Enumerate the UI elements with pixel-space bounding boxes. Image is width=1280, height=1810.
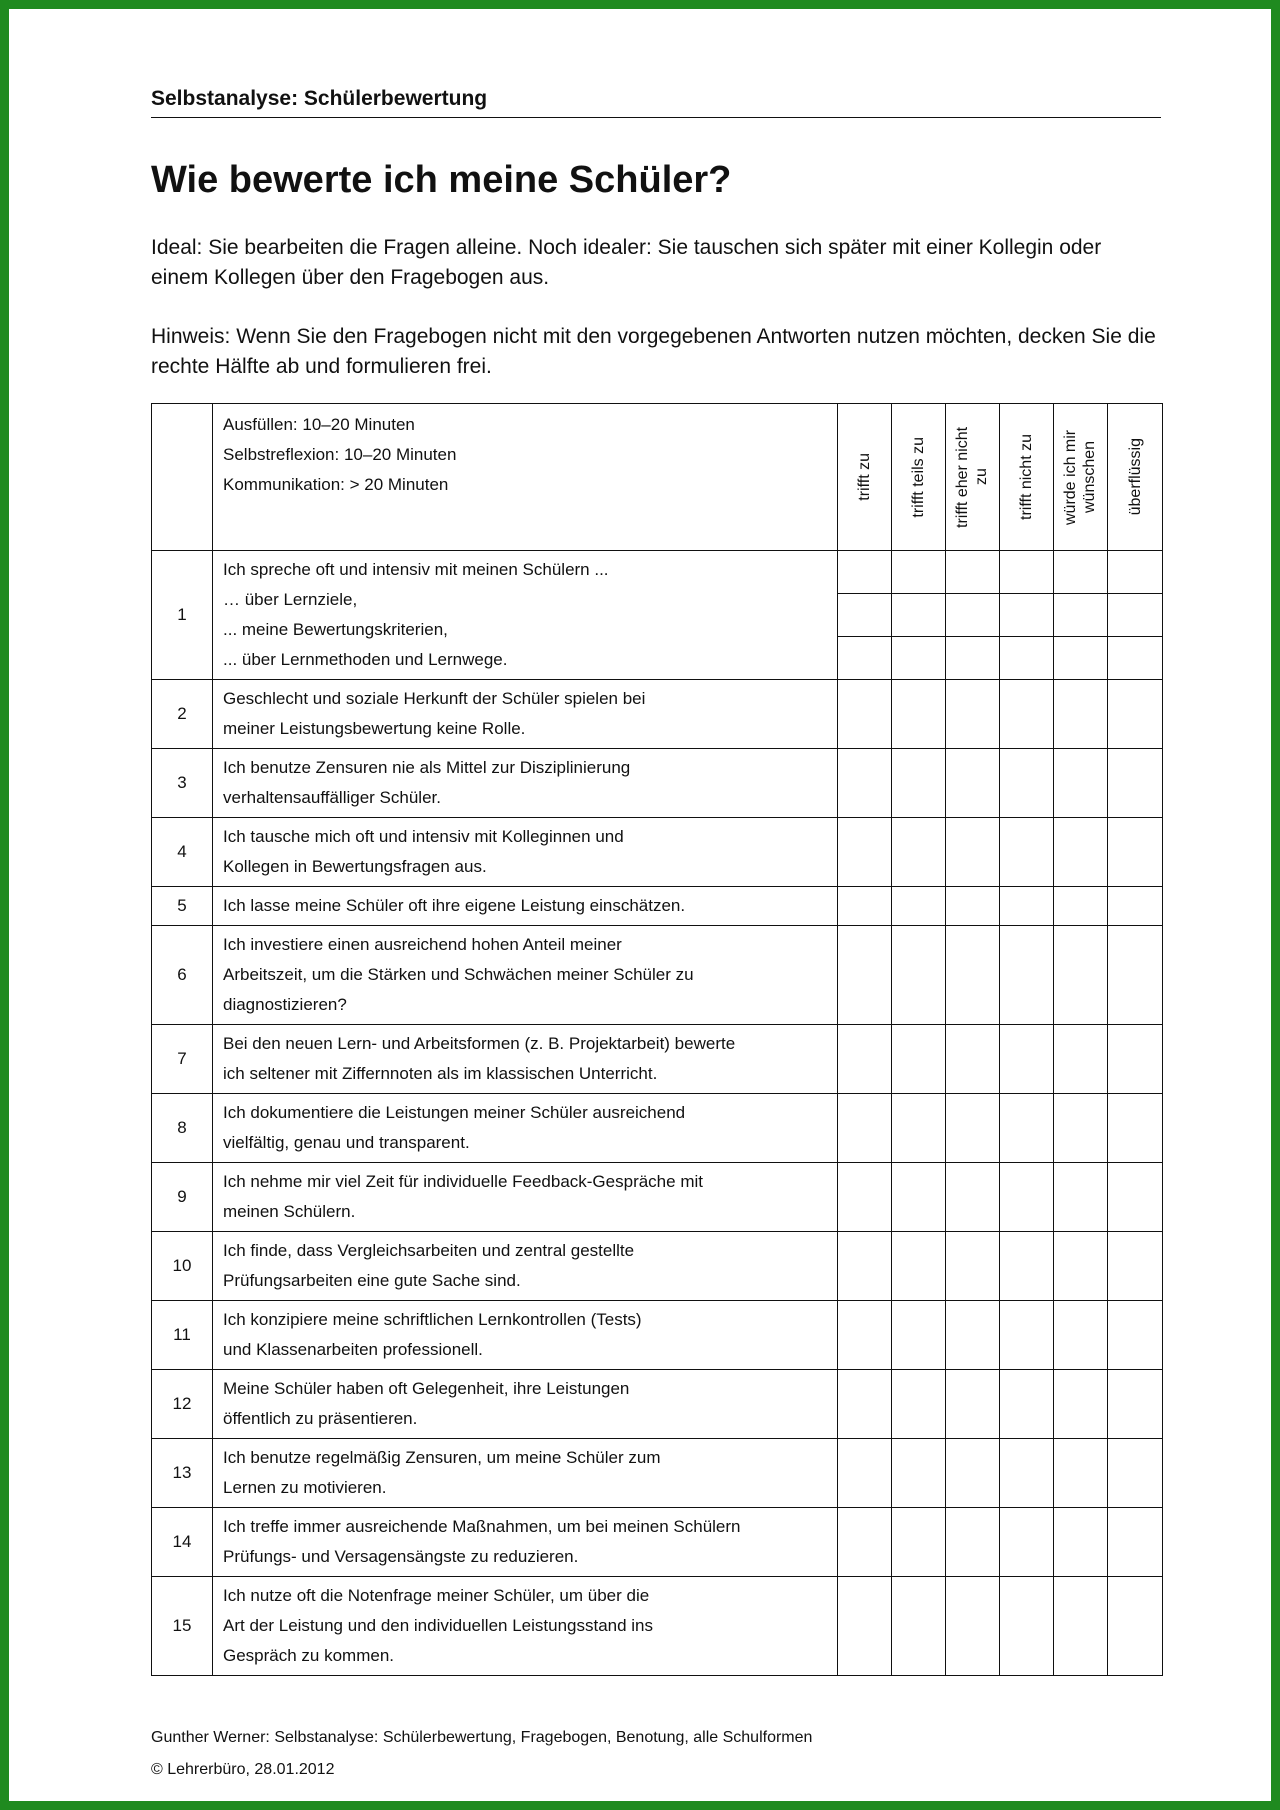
answer-checkbox[interactable] bbox=[1108, 1232, 1163, 1301]
answer-checkbox[interactable] bbox=[1108, 551, 1163, 594]
statement-line: vielfältig, genau und transparent. bbox=[223, 1133, 470, 1152]
answer-checkbox[interactable] bbox=[1000, 1439, 1054, 1508]
table-row bbox=[152, 1301, 1163, 1370]
answer-checkbox[interactable] bbox=[892, 1301, 946, 1370]
statement-cell bbox=[213, 1508, 838, 1577]
column-header-trifft-nicht-zu: trifft nicht zu bbox=[1000, 404, 1054, 551]
statement-cell bbox=[213, 1094, 838, 1163]
row-number: 12 bbox=[152, 1370, 213, 1439]
footer-copyright: © Lehrerbüro, 28.01.2012 bbox=[151, 1761, 335, 1778]
column-header-wuerde-ich-mir-wuenschen: würde ich mir wünschen bbox=[1054, 404, 1108, 551]
time-info-cell bbox=[213, 404, 838, 551]
statement-line: ... über Lernmethoden und Lernwege. bbox=[223, 650, 508, 669]
answer-checkbox[interactable] bbox=[892, 1163, 946, 1232]
answer-checkbox[interactable] bbox=[892, 1370, 946, 1439]
answer-checkbox[interactable] bbox=[1108, 1370, 1163, 1439]
column-header-trifft-zu: trifft zu bbox=[838, 404, 892, 551]
answer-checkbox[interactable] bbox=[838, 1577, 892, 1676]
answer-checkbox[interactable] bbox=[892, 818, 946, 887]
statement-line: Ich finde, dass Vergleichsarbeiten und zentral gestellte bbox=[223, 1241, 635, 1260]
answer-checkbox[interactable] bbox=[838, 637, 892, 680]
answer-checkbox[interactable] bbox=[838, 749, 892, 818]
answer-checkbox[interactable] bbox=[1054, 594, 1108, 637]
table-header-row bbox=[152, 404, 1163, 551]
column-header-trifft-eher-nicht-zu: trifft eher nicht zu bbox=[946, 404, 1000, 551]
answer-checkbox[interactable] bbox=[1000, 1577, 1054, 1676]
answer-checkbox[interactable] bbox=[838, 926, 892, 1025]
answer-checkbox[interactable] bbox=[1000, 1301, 1054, 1370]
answer-checkbox[interactable] bbox=[1108, 1577, 1163, 1676]
answer-checkbox[interactable] bbox=[892, 887, 946, 926]
statement-line: Ich nutze oft die Notenfrage meiner Schüler, um über die bbox=[223, 1586, 650, 1605]
table-row bbox=[152, 749, 1163, 818]
statement-cell bbox=[213, 818, 838, 887]
answer-checkbox[interactable] bbox=[1000, 551, 1054, 594]
answer-checkbox[interactable] bbox=[1054, 1163, 1108, 1232]
answer-checkbox[interactable] bbox=[946, 749, 1000, 818]
statement-line: öffentlich zu präsentieren. bbox=[223, 1409, 418, 1428]
statement-line: Geschlecht und soziale Herkunft der Schüler spielen bei bbox=[223, 689, 646, 708]
answer-checkbox[interactable] bbox=[838, 1025, 892, 1094]
answer-checkbox[interactable] bbox=[946, 1439, 1000, 1508]
info-fill-time: Ausfüllen: 10–20 Minuten bbox=[223, 415, 415, 434]
answer-checkbox[interactable] bbox=[1054, 680, 1108, 749]
statement-line: verhaltensauffälliger Schüler. bbox=[223, 788, 441, 807]
answer-checkbox[interactable] bbox=[1000, 1025, 1054, 1094]
statement-line: Kollegen in Bewertungsfragen aus. bbox=[223, 857, 487, 876]
answer-checkbox[interactable] bbox=[946, 1094, 1000, 1163]
table-row bbox=[152, 551, 1163, 594]
answer-checkbox[interactable] bbox=[946, 1301, 1000, 1370]
answer-checkbox[interactable] bbox=[946, 1508, 1000, 1577]
statement-line: Ich treffe immer ausreichende Maßnahmen, um bei meinen Schülern bbox=[223, 1517, 741, 1536]
section-header: Selbstanalyse: Schülerbewertung bbox=[151, 87, 1161, 118]
answer-checkbox[interactable] bbox=[1000, 594, 1054, 637]
answer-checkbox[interactable] bbox=[1108, 680, 1163, 749]
answer-checkbox[interactable] bbox=[946, 637, 1000, 680]
answer-checkbox[interactable] bbox=[1054, 926, 1108, 1025]
statement-cell bbox=[213, 749, 838, 818]
row-number: 14 bbox=[152, 1508, 213, 1577]
statement-cell bbox=[213, 1232, 838, 1301]
row-number: 11 bbox=[152, 1301, 213, 1370]
row-number: 7 bbox=[152, 1025, 213, 1094]
column-header-ueberfluessig: überflüssig bbox=[1108, 404, 1163, 551]
info-reflection-time: Selbstreflexion: 10–20 Minuten bbox=[223, 445, 457, 464]
answer-checkbox[interactable] bbox=[1108, 1094, 1163, 1163]
answer-checkbox[interactable] bbox=[892, 1094, 946, 1163]
table-row bbox=[152, 818, 1163, 887]
statement-line: meiner Leistungsbewertung keine Rolle. bbox=[223, 719, 526, 738]
answer-checkbox[interactable] bbox=[1054, 1370, 1108, 1439]
statement-line: Ich tausche mich oft und intensiv mit Kolleginnen und bbox=[223, 827, 624, 846]
statement-line: Lernen zu motivieren. bbox=[223, 1478, 387, 1497]
answer-checkbox[interactable] bbox=[1000, 1370, 1054, 1439]
answer-checkbox[interactable] bbox=[1054, 887, 1108, 926]
answer-checkbox[interactable] bbox=[892, 637, 946, 680]
answer-checkbox[interactable] bbox=[1108, 1025, 1163, 1094]
answer-checkbox[interactable] bbox=[1000, 818, 1054, 887]
table-row bbox=[152, 926, 1163, 1025]
answer-checkbox[interactable] bbox=[1054, 1508, 1108, 1577]
row-number: 15 bbox=[152, 1577, 213, 1676]
statement-line: … über Lernziele, bbox=[223, 590, 358, 609]
statement-line: meinen Schülern. bbox=[223, 1202, 356, 1221]
answer-checkbox[interactable] bbox=[1000, 1508, 1054, 1577]
table-row bbox=[152, 1370, 1163, 1439]
statement-cell bbox=[213, 1577, 838, 1676]
answer-checkbox[interactable] bbox=[1108, 594, 1163, 637]
answer-checkbox[interactable] bbox=[1108, 1439, 1163, 1508]
row-number: 13 bbox=[152, 1439, 213, 1508]
table-row bbox=[152, 1232, 1163, 1301]
info-communication-time: Kommunikation: > 20 Minuten bbox=[223, 475, 449, 494]
answer-checkbox[interactable] bbox=[946, 1232, 1000, 1301]
intro-paragraph: Ideal: Sie bearbeiten die Fragen alleine. Noch idealer: Sie tauschen sich später mit einer Kollegin oder einem Kollegen über den Fragebogen aus. bbox=[151, 236, 1102, 289]
column-header-trifft-teils-zu: trifft teils zu bbox=[892, 404, 946, 551]
answer-checkbox[interactable] bbox=[946, 680, 1000, 749]
answer-checkbox[interactable] bbox=[838, 1232, 892, 1301]
answer-checkbox[interactable] bbox=[1108, 926, 1163, 1025]
table-row bbox=[152, 680, 1163, 749]
answer-checkbox[interactable] bbox=[946, 1370, 1000, 1439]
answer-checkbox[interactable] bbox=[946, 887, 1000, 926]
statement-cell bbox=[213, 887, 838, 926]
row-number: 5 bbox=[152, 887, 213, 926]
questionnaire-table bbox=[151, 403, 1163, 1676]
statement-cell bbox=[213, 1301, 838, 1370]
answer-checkbox[interactable] bbox=[838, 818, 892, 887]
statement-line: Art der Leistung und den individuellen Leistungsstand ins bbox=[223, 1616, 654, 1635]
statement-line: und Klassenarbeiten professionell. bbox=[223, 1340, 483, 1359]
answer-checkbox[interactable] bbox=[838, 1163, 892, 1232]
row-number: 8 bbox=[152, 1094, 213, 1163]
number-header-cell bbox=[152, 404, 213, 551]
statement-line: Prüfungs- und Versagensängste zu reduzieren. bbox=[223, 1547, 579, 1566]
answer-checkbox[interactable] bbox=[1108, 887, 1163, 926]
statement-line: Ich benutze Zensuren nie als Mittel zur Disziplinierung bbox=[223, 758, 631, 777]
answer-checkbox[interactable] bbox=[892, 594, 946, 637]
answer-checkbox[interactable] bbox=[946, 926, 1000, 1025]
statement-cell bbox=[213, 551, 838, 680]
table-row bbox=[152, 1439, 1163, 1508]
statement-line: ich seltener mit Ziffernnoten als im klassischen Unterricht. bbox=[223, 1064, 658, 1083]
statement-line: Meine Schüler haben oft Gelegenheit, ihre Leistungen bbox=[223, 1379, 630, 1398]
hint-paragraph: Hinweis: Wenn Sie den Fragebogen nicht mit den vorgegebenen Antworten nutzen möchten, decken Sie die rechte Hälfte ab und formulieren frei. bbox=[151, 325, 1156, 378]
answer-checkbox[interactable] bbox=[892, 749, 946, 818]
answer-checkbox[interactable] bbox=[892, 551, 946, 594]
answer-checkbox[interactable] bbox=[946, 1163, 1000, 1232]
row-number: 2 bbox=[152, 680, 213, 749]
answer-checkbox[interactable] bbox=[1054, 1301, 1108, 1370]
answer-checkbox[interactable] bbox=[1000, 637, 1054, 680]
answer-checkbox[interactable] bbox=[838, 551, 892, 594]
answer-checkbox[interactable] bbox=[946, 818, 1000, 887]
answer-checkbox[interactable] bbox=[1054, 1439, 1108, 1508]
statement-line: Ich benutze regelmäßig Zensuren, um meine Schüler zum bbox=[223, 1448, 661, 1467]
statement-line: diagnostizieren? bbox=[223, 995, 347, 1014]
answer-checkbox[interactable] bbox=[946, 551, 1000, 594]
footer-source: Gunther Werner: Selbstanalyse: Schülerbewertung, Fragebogen, Benotung, alle Schulformen bbox=[151, 1729, 813, 1746]
answer-checkbox[interactable] bbox=[838, 1301, 892, 1370]
row-number: 4 bbox=[152, 818, 213, 887]
answer-checkbox[interactable] bbox=[1054, 1094, 1108, 1163]
table-row bbox=[152, 1508, 1163, 1577]
statement-cell bbox=[213, 1163, 838, 1232]
answer-checkbox[interactable] bbox=[838, 1508, 892, 1577]
answer-checkbox[interactable] bbox=[1000, 749, 1054, 818]
statement-line: Ich spreche oft und intensiv mit meinen Schülern ... bbox=[223, 560, 609, 579]
answer-checkbox[interactable] bbox=[1108, 1301, 1163, 1370]
answer-checkbox[interactable] bbox=[1108, 637, 1163, 680]
answer-checkbox[interactable] bbox=[892, 1508, 946, 1577]
statement-line: Bei den neuen Lern- und Arbeitsformen (z. B. Projektarbeit) bewerte bbox=[223, 1034, 736, 1053]
statement-line: Ich lasse meine Schüler oft ihre eigene Leistung einschätzen. bbox=[223, 896, 686, 915]
answer-checkbox[interactable] bbox=[1054, 1577, 1108, 1676]
answer-checkbox[interactable] bbox=[1000, 1163, 1054, 1232]
answer-checkbox[interactable] bbox=[1000, 1232, 1054, 1301]
answer-checkbox[interactable] bbox=[1054, 1232, 1108, 1301]
statement-line: ... meine Bewertungskriterien, bbox=[223, 620, 448, 639]
answer-checkbox[interactable] bbox=[838, 1439, 892, 1508]
statement-cell bbox=[213, 680, 838, 749]
row-number: 1 bbox=[152, 551, 213, 680]
statement-line: Gespräch zu kommen. bbox=[223, 1646, 395, 1665]
statement-line: Arbeitszeit, um die Stärken und Schwächen meiner Schüler zu bbox=[223, 965, 694, 984]
row-number: 3 bbox=[152, 749, 213, 818]
table-row bbox=[152, 1163, 1163, 1232]
answer-checkbox[interactable] bbox=[946, 1025, 1000, 1094]
answer-checkbox[interactable] bbox=[1108, 1508, 1163, 1577]
answer-checkbox[interactable] bbox=[838, 1094, 892, 1163]
statement-line: Prüfungsarbeiten eine gute Sache sind. bbox=[223, 1271, 521, 1290]
statement-cell bbox=[213, 926, 838, 1025]
answer-checkbox[interactable] bbox=[1108, 749, 1163, 818]
answer-checkbox[interactable] bbox=[838, 594, 892, 637]
answer-checkbox[interactable] bbox=[1054, 1025, 1108, 1094]
table-row bbox=[152, 887, 1163, 926]
row-number: 9 bbox=[152, 1163, 213, 1232]
statement-line: Ich nehme mir viel Zeit für individuelle Feedback-Gespräche mit bbox=[223, 1172, 703, 1191]
answer-checkbox[interactable] bbox=[1108, 818, 1163, 887]
statement-cell bbox=[213, 1025, 838, 1094]
answer-checkbox[interactable] bbox=[1054, 551, 1108, 594]
table-row bbox=[152, 1577, 1163, 1676]
answer-checkbox[interactable] bbox=[838, 1370, 892, 1439]
answer-checkbox[interactable] bbox=[892, 1439, 946, 1508]
answer-checkbox[interactable] bbox=[1000, 680, 1054, 749]
answer-checkbox[interactable] bbox=[1000, 926, 1054, 1025]
answer-checkbox[interactable] bbox=[1000, 1094, 1054, 1163]
answer-checkbox[interactable] bbox=[1054, 749, 1108, 818]
answer-checkbox[interactable] bbox=[946, 594, 1000, 637]
answer-checkbox[interactable] bbox=[892, 1577, 946, 1676]
answer-checkbox[interactable] bbox=[946, 1577, 1000, 1676]
statement-line: Ich investiere einen ausreichend hohen Anteil meiner bbox=[223, 935, 622, 954]
row-number: 6 bbox=[152, 926, 213, 1025]
statement-line: Ich dokumentiere die Leistungen meiner Schüler ausreichend bbox=[223, 1103, 686, 1122]
answer-checkbox[interactable] bbox=[892, 1232, 946, 1301]
table-row bbox=[152, 1025, 1163, 1094]
page-title: Wie bewerte ich meine Schüler? bbox=[151, 159, 732, 201]
answer-checkbox[interactable] bbox=[838, 887, 892, 926]
answer-checkbox[interactable] bbox=[838, 680, 892, 749]
table-row bbox=[152, 1094, 1163, 1163]
statement-cell bbox=[213, 1439, 838, 1508]
answer-checkbox[interactable] bbox=[1108, 1163, 1163, 1232]
answer-checkbox[interactable] bbox=[1000, 887, 1054, 926]
answer-checkbox[interactable] bbox=[892, 926, 946, 1025]
answer-checkbox[interactable] bbox=[892, 680, 946, 749]
row-number: 10 bbox=[152, 1232, 213, 1301]
statement-cell bbox=[213, 1370, 838, 1439]
answer-checkbox[interactable] bbox=[1054, 637, 1108, 680]
answer-checkbox[interactable] bbox=[1054, 818, 1108, 887]
answer-checkbox[interactable] bbox=[892, 1025, 946, 1094]
statement-line: Ich konzipiere meine schriftlichen Lernkontrollen (Tests) bbox=[223, 1310, 642, 1329]
